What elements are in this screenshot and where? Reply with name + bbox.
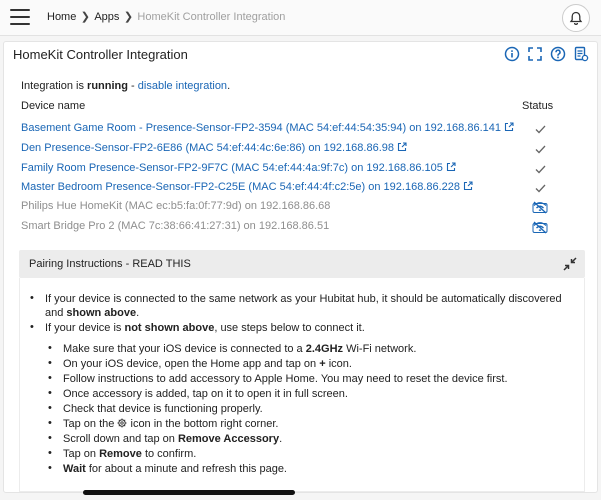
bullet-dot: • xyxy=(48,417,52,429)
menu-icon[interactable] xyxy=(10,9,30,25)
collapse-icon[interactable] xyxy=(563,257,577,271)
bullet-dot: • xyxy=(48,342,52,354)
step-2-bold: + xyxy=(319,358,326,370)
info-icon[interactable] xyxy=(504,46,520,62)
device-row xyxy=(21,220,591,236)
step-7-bold: Remove Accessory xyxy=(177,433,280,445)
step-2 xyxy=(63,357,352,371)
step-2-text-a: On your iOS device, open the Home app and tap on xyxy=(63,358,320,370)
logs-icon[interactable] xyxy=(573,46,589,62)
step-5: Check that device is functioning properly. xyxy=(63,403,263,415)
step-2-text-b: icon. xyxy=(325,358,352,370)
breadcrumb-current: HomeKit Controller Integration xyxy=(137,10,286,23)
bullet-dot: • xyxy=(48,462,52,474)
device-name: Family Room Presence-Sensor-FP2-9F7C (MAC 54:ef:44:4a:9f:7c) on 192.168.86.105 xyxy=(21,162,443,174)
chevron-right-icon: ❯ xyxy=(80,11,90,23)
bullet-dot: • xyxy=(48,432,52,444)
step-6 xyxy=(63,417,278,431)
step-9 xyxy=(63,462,287,476)
external-link-icon xyxy=(504,122,514,132)
step-9-bold: Wait xyxy=(63,463,86,475)
status-state: running xyxy=(87,80,128,92)
step-9-text-b: for about a minute and refresh this page. xyxy=(85,463,287,475)
breadcrumb xyxy=(47,10,285,23)
status-suffix: . xyxy=(227,80,231,92)
top-bar xyxy=(0,0,601,36)
status-separator: - xyxy=(127,80,138,92)
device-row xyxy=(21,181,591,197)
step-1-bold: 2.4GHz xyxy=(305,343,344,355)
unpaired-icon[interactable] xyxy=(532,220,548,234)
bell-icon xyxy=(569,11,583,26)
external-link-icon xyxy=(446,162,456,172)
bullet-dot: • xyxy=(48,447,52,459)
notifications-button[interactable] xyxy=(562,4,590,32)
unpaired-icon[interactable] xyxy=(532,200,548,214)
instruction-1-bold: shown above xyxy=(66,307,137,319)
device-link[interactable] xyxy=(21,122,514,134)
device-link[interactable] xyxy=(21,162,456,174)
check-icon xyxy=(532,181,548,195)
step-7-text-a: Scroll down and tap on xyxy=(63,433,178,445)
step-1 xyxy=(63,342,416,356)
step-4: Once accessory is added, tap on it to open it in full screen. xyxy=(63,388,348,400)
device-row xyxy=(21,200,591,216)
bullet-dot: • xyxy=(48,387,52,399)
instruction-1-text-b: and xyxy=(45,307,67,319)
disable-integration-link[interactable]: disable integration xyxy=(137,80,228,92)
step-1-text-b: Wi-Fi network. xyxy=(343,343,417,355)
instruction-1-text-a: If your device is connected to the same network as your Hubitat hub, it should be automatically discovered xyxy=(45,293,562,305)
step-8-text-b: to confirm. xyxy=(141,448,197,460)
chevron-right-icon: ❯ xyxy=(123,11,134,23)
device-link[interactable] xyxy=(21,181,473,193)
instruction-2-bold: not shown above xyxy=(124,322,215,334)
bullet-dot: • xyxy=(30,321,34,333)
step-1-text-a: Make sure that your iOS device is connected to a xyxy=(63,343,306,355)
integration-status xyxy=(21,80,230,92)
device-row xyxy=(21,162,591,178)
external-link-icon xyxy=(463,181,473,191)
step-6-text-b: icon in the bottom right corner. xyxy=(127,418,279,430)
device-name: Master Bedroom Presence-Sensor-FP2-C25E (MAC 54:ef:44:4f:c2:5e) on 192.168.86.228 xyxy=(21,181,461,193)
instruction-1 xyxy=(45,292,580,320)
column-header-device: Device name xyxy=(21,100,86,112)
pairing-title: Pairing Instructions - READ THIS xyxy=(29,258,191,270)
device-name: Basement Game Room - Presence-Sensor-FP2-3594 (MAC 54:ef:44:54:35:94) on 192.168.86.141 xyxy=(21,122,501,134)
header-actions xyxy=(504,46,589,62)
fullscreen-icon[interactable] xyxy=(527,46,543,62)
step-8-text-a: Tap on xyxy=(63,448,100,460)
device-link[interactable] xyxy=(21,142,407,154)
status-prefix: Integration is xyxy=(21,80,88,92)
instruction-2-text-b: , use steps below to connect it. xyxy=(214,322,365,334)
breadcrumb-home[interactable]: Home xyxy=(47,10,77,23)
help-icon[interactable] xyxy=(550,46,566,62)
step-3: Follow instructions to add accessory to Apple Home. You may need to reset the device first. xyxy=(63,373,508,385)
step-7 xyxy=(63,432,282,446)
device-row xyxy=(21,122,591,138)
instruction-2 xyxy=(45,321,365,335)
bullet-dot: • xyxy=(30,292,34,304)
pairing-header[interactable] xyxy=(19,250,585,278)
instruction-1-text-c: . xyxy=(136,307,140,319)
pairing-body xyxy=(19,278,585,492)
check-icon xyxy=(532,142,548,156)
step-8-bold: Remove xyxy=(99,448,142,460)
page-title: HomeKit Controller Integration xyxy=(13,47,188,62)
bullet-dot: • xyxy=(48,357,52,369)
gear-icon xyxy=(117,418,127,428)
step-8 xyxy=(63,447,196,461)
bullet-dot: • xyxy=(48,402,52,414)
device-name: Smart Bridge Pro 2 (MAC 7c:38:66:41:27:31) on 192.168.86.51 xyxy=(21,220,330,232)
home-indicator xyxy=(83,490,295,495)
device-name: Den Presence-Sensor-FP2-6E86 (MAC 54:ef:44:4c:6e:86) on 192.168.86.98 xyxy=(21,142,395,154)
external-link-icon xyxy=(397,142,407,152)
device-row xyxy=(21,142,591,158)
breadcrumb-apps[interactable]: Apps xyxy=(94,10,120,23)
check-icon xyxy=(532,122,548,136)
column-header-status: Status xyxy=(522,100,554,112)
instruction-2-text-a: If your device is xyxy=(45,322,125,334)
step-6-text-a: Tap on the xyxy=(63,418,118,430)
main-card xyxy=(3,41,598,493)
device-name: Philips Hue HomeKit (MAC ec:b5:fa:0f:77:9d) on 192.168.86.68 xyxy=(21,200,331,212)
check-icon xyxy=(532,162,548,176)
step-7-text-b: . xyxy=(279,433,283,445)
bullet-dot: • xyxy=(48,372,52,384)
